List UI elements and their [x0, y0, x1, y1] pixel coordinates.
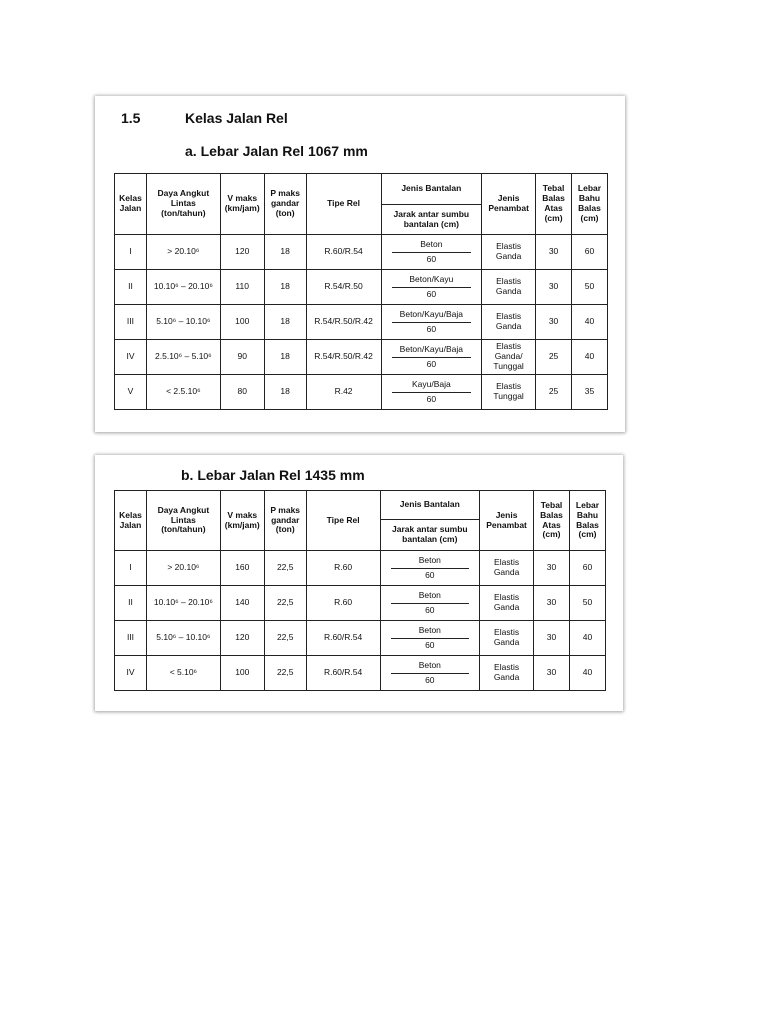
p-maks-cell: 18 [264, 375, 306, 410]
table-b-title: b. Lebar Jalan Rel 1435 mm [181, 467, 365, 483]
penambat-cell: Elastis Ganda [482, 270, 536, 305]
kelas-cell: II [115, 270, 147, 305]
daya-angkut-cell: 5.10⁶ – 10.10⁶ [146, 305, 220, 340]
v-maks-cell: 120 [220, 621, 264, 656]
penambat-cell: Elastis Ganda [480, 586, 534, 621]
jarak-sumbu-value: 60 [425, 674, 435, 685]
v-maks-cell: 80 [220, 375, 264, 410]
lebar-bahu-cell: 50 [569, 586, 605, 621]
penambat-cell: Elastis Ganda [480, 621, 534, 656]
tebal-balas-cell: 30 [534, 551, 570, 586]
bantalan-type: Beton [420, 238, 443, 249]
jarak-sumbu-value: 60 [426, 358, 437, 369]
penambat-cell: Elastis Ganda [482, 305, 536, 340]
lebar-bahu-cell: 40 [572, 305, 608, 340]
table-row [115, 375, 608, 410]
daya-angkut-cell: < 2.5.10⁶ [146, 375, 220, 410]
bantalan-type: Beton/Kayu [409, 273, 454, 284]
header-jenis-penambat: Jenis Penambat [482, 174, 536, 235]
table-row [115, 305, 608, 340]
tipe-rel-cell: R.60/R.54 [306, 235, 381, 270]
daya-angkut-cell: > 20.10⁶ [146, 235, 220, 270]
table-row [115, 270, 608, 305]
tipe-rel-cell: R.60/R.54 [306, 656, 380, 691]
header-tebal-balas: Tebal Balas Atas (cm) [534, 491, 570, 551]
header-tipe-rel: Tipe Rel [306, 174, 381, 235]
jarak-sumbu-value: 60 [426, 323, 437, 334]
tebal-balas-cell: 30 [534, 586, 570, 621]
penambat-cell: Elastis Ganda [482, 235, 536, 270]
tipe-rel-cell: R.60 [306, 551, 380, 586]
jarak-sumbu-value: 60 [425, 604, 435, 615]
table-row [115, 586, 606, 621]
bantalan-cell [381, 270, 482, 305]
bantalan-type: Beton [418, 589, 441, 600]
tebal-balas-cell: 25 [536, 340, 572, 375]
header-lebar-bahu: Lebar Bahu Balas (cm) [572, 174, 608, 235]
p-maks-cell: 22,5 [264, 586, 306, 621]
daya-angkut-cell: 2.5.10⁶ – 5.10⁶ [146, 340, 220, 375]
header-jenis-bantalan: Jenis Bantalan [380, 491, 480, 520]
table-row [115, 340, 608, 375]
header-tipe-rel: Tipe Rel [306, 491, 380, 551]
jarak-sumbu-value: 60 [426, 288, 437, 299]
lebar-bahu-cell: 60 [572, 235, 608, 270]
header-kelas: Kelas Jalan [115, 174, 147, 235]
header-daya-angkut: Daya Angkut Lintas (ton/tahun) [146, 174, 220, 235]
tipe-rel-cell: R.42 [306, 375, 381, 410]
p-maks-cell: 18 [264, 340, 306, 375]
kelas-cell: IV [115, 340, 147, 375]
v-maks-cell: 100 [220, 656, 264, 691]
bantalan-type: Kayu/Baja [411, 378, 451, 389]
daya-angkut-cell: 5.10⁶ – 10.10⁶ [146, 621, 220, 656]
header-jenis-bantalan: Jenis Bantalan [381, 174, 482, 205]
header-jarak-sumbu: Jarak antar sumbu bantalan (cm) [380, 520, 480, 551]
penambat-cell: Elastis Ganda [480, 551, 534, 586]
p-maks-cell: 18 [264, 235, 306, 270]
bantalan-type: Beton [418, 554, 441, 565]
header-tebal-balas: Tebal Balas Atas (cm) [536, 174, 572, 235]
header-daya-angkut: Daya Angkut Lintas (ton/tahun) [146, 491, 220, 551]
tipe-rel-cell: R.54/R.50/R.42 [306, 305, 381, 340]
bantalan-cell [380, 586, 480, 621]
daya-angkut-cell: 10.10⁶ – 20.10⁶ [146, 586, 220, 621]
kelas-cell: III [115, 305, 147, 340]
table-b-card [95, 455, 623, 711]
daya-angkut-cell: < 5.10⁶ [146, 656, 220, 691]
tipe-rel-cell: R.60 [306, 586, 380, 621]
kelas-cell: I [115, 551, 147, 586]
bantalan-cell [381, 375, 482, 410]
v-maks-cell: 140 [220, 586, 264, 621]
header-p-maks: P maks gandar (ton) [264, 174, 306, 235]
kelas-cell: III [115, 621, 147, 656]
tebal-balas-cell: 30 [534, 656, 570, 691]
table-a-card [95, 96, 625, 432]
v-maks-cell: 100 [220, 305, 264, 340]
section-number: 1.5 [121, 110, 141, 126]
bantalan-type: Beton/Kayu/Baja [399, 343, 463, 354]
tebal-balas-cell: 30 [536, 270, 572, 305]
jarak-sumbu-value: 60 [425, 639, 435, 650]
penambat-cell: Elastis Tunggal [482, 375, 536, 410]
kelas-cell: V [115, 375, 147, 410]
p-maks-cell: 22,5 [264, 656, 306, 691]
bantalan-type: Beton/Kayu/Baja [399, 308, 463, 319]
v-maks-cell: 90 [220, 340, 264, 375]
jarak-sumbu-value: 60 [425, 569, 435, 580]
daya-angkut-cell: 10.10⁶ – 20.10⁶ [146, 270, 220, 305]
tipe-rel-cell: R.54/R.50 [306, 270, 381, 305]
bantalan-cell [381, 235, 482, 270]
tipe-rel-cell: R.60/R.54 [306, 621, 380, 656]
table-a [114, 173, 608, 410]
section-title: Kelas Jalan Rel [185, 110, 288, 126]
bantalan-cell [381, 305, 482, 340]
bantalan-cell [381, 340, 482, 375]
table-b [114, 490, 606, 691]
bantalan-cell [380, 621, 480, 656]
table-row [115, 656, 606, 691]
header-jenis-penambat: Jenis Penambat [480, 491, 534, 551]
jarak-sumbu-value: 60 [426, 393, 437, 404]
tipe-rel-cell: R.54/R.50/R.42 [306, 340, 381, 375]
kelas-cell: I [115, 235, 147, 270]
bantalan-type: Beton [418, 624, 441, 635]
p-maks-cell: 18 [264, 305, 306, 340]
bantalan-cell [380, 656, 480, 691]
tebal-balas-cell: 30 [536, 305, 572, 340]
kelas-cell: IV [115, 656, 147, 691]
lebar-bahu-cell: 40 [572, 340, 608, 375]
lebar-bahu-cell: 60 [569, 551, 605, 586]
jarak-sumbu-value: 60 [426, 253, 437, 264]
p-maks-cell: 22,5 [264, 551, 306, 586]
lebar-bahu-cell: 50 [572, 270, 608, 305]
header-kelas: Kelas Jalan [115, 491, 147, 551]
table-a-title: a. Lebar Jalan Rel 1067 mm [185, 143, 368, 159]
table-row [115, 235, 608, 270]
v-maks-cell: 160 [220, 551, 264, 586]
lebar-bahu-cell: 40 [569, 621, 605, 656]
bantalan-cell [380, 551, 480, 586]
p-maks-cell: 22,5 [264, 621, 306, 656]
header-v-maks: V maks (km/jam) [220, 174, 264, 235]
p-maks-cell: 18 [264, 270, 306, 305]
bantalan-type: Beton [418, 659, 441, 670]
daya-angkut-cell: > 20.10⁶ [146, 551, 220, 586]
header-p-maks: P maks gandar (ton) [264, 491, 306, 551]
table-row [115, 621, 606, 656]
header-v-maks: V maks (km/jam) [220, 491, 264, 551]
tebal-balas-cell: 30 [534, 621, 570, 656]
lebar-bahu-cell: 35 [572, 375, 608, 410]
header-lebar-bahu: Lebar Bahu Balas (cm) [569, 491, 605, 551]
penambat-cell: Elastis Ganda [480, 656, 534, 691]
section-heading [121, 110, 288, 126]
v-maks-cell: 120 [220, 235, 264, 270]
table-row [115, 551, 606, 586]
kelas-cell: II [115, 586, 147, 621]
penambat-cell: Elastis Ganda/ Tunggal [482, 340, 536, 375]
lebar-bahu-cell: 40 [569, 656, 605, 691]
v-maks-cell: 110 [220, 270, 264, 305]
tebal-balas-cell: 30 [536, 235, 572, 270]
tebal-balas-cell: 25 [536, 375, 572, 410]
header-jarak-sumbu: Jarak antar sumbu bantalan (cm) [381, 205, 482, 235]
